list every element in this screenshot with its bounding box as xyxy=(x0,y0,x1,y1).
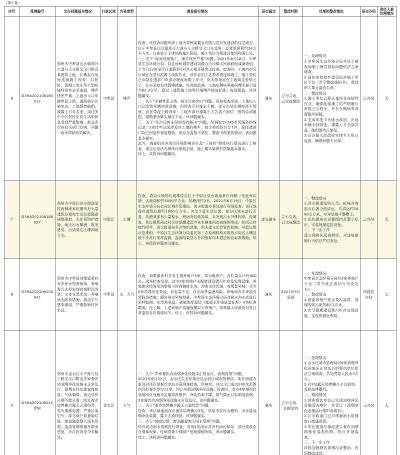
cell-issue-description xyxy=(55,17,100,181)
header-handling: 处理和整改情况 xyxy=(302,6,360,17)
issue-description-text: 郑州市中牟县刘集镇某村有多家小型养殖场，养殖粪污未经处理直排附近沟渠，水体发黑发臭；养殖场无除臭措施，周边空气恶臭难闻，严重影响村民生活。 xyxy=(57,276,99,313)
pollution-type-text: 噪声 xyxy=(123,96,131,101)
cell-verified xyxy=(258,181,279,259)
cell-handling xyxy=(302,181,360,259)
cell-handling xyxy=(302,331,360,455)
table-row xyxy=(4,181,396,259)
header-sequence-number: 序号 xyxy=(4,6,19,17)
header-accountability: 责任人被处理情况 xyxy=(377,6,396,17)
cell-accountability xyxy=(377,331,396,455)
closed-status-text: 已办结 xyxy=(363,96,375,101)
table-row xyxy=(4,259,396,331)
deadline-text: 立行立改，长期坚持 xyxy=(281,400,300,411)
investigation-text: 经查，该投诉问题所涉工地为郑州某置业有限公司开发建设的住宅项目，位于中牟县白沙镇郑开大道与人文路交叉口东北角，总建筑面积约24万平方米，目前处于主体结构施工阶段，施工单位为某建设集团有限公司。 一、关于“夜间违规施工，噪声扰民严重”问题。2021年6月18日，中牟县生态环境分局、县住房和城乡建设局联合白沙镇人民政府组成调查组，于当日22时至次日凌晨2时对该工地开展突击检查。检查时，工地内部分区域正在进行混凝土浇筑作业，该作业因工艺要求需连续施工，施工单位已向县住建部门申请办理夜间施工许可，但未按规定在工地周边张贴公示，且未采取有效降噪措施。经现场监测，工地东侧场界夜间噪声最大值为62.3分贝，超过《建筑施工场界环境噪声排放标准》夜间限值。该问题属实。 二、关于“车辆带泥上路，扬尘污染突出”问题。现场检查发现，工地出入口已安装车辆冲洗设施，但冲洗平台排水不畅，部分出场车辆冲洗不彻底，存在带泥上路现象；工地内部分裸露土方苫盖不到位，围挡局部破损，道路洒水降尘频次不足。该问题属实。 三、关于“多次反映未得到有效解决”问题。经调取12345市民服务热线记录，2021年以来涉及该工地的噪声、扬尘类投诉共计7件，县住建部门均已回复并督促整改，但存在监管不到位、整改不彻底的情况。该问题基本属实。 此外，调查组对该项目环境影响评价及“三同时”制度执行情况进行了核查，项目已依法办理环评审批手续，施工期环境保护措施基本落实。 综上，该投诉问题属实。 xyxy=(138,40,257,157)
cell-issue-description xyxy=(55,331,100,455)
table-row xyxy=(4,331,396,455)
complaint-table xyxy=(4,6,397,455)
cell-deadline xyxy=(279,181,302,259)
cell-accountability xyxy=(377,181,396,259)
cell-closed-status xyxy=(360,259,377,331)
issue-description-text: 郑州市金水区丰产路与经三路交叉口附近多家餐饮店油烟净化设施未正常运行，油烟未经处理直接排放，气味刺鼻，周边居民长期不敢开窗；附近夜市烧烤摊点露天占道经营，炭火烟雾弥漫，严重污染空气；部分商户将餐厨垃圾、废油随意倒入雨水管网，造成管网堵塞并散发恶臭，多次投诉至今未解决。 xyxy=(57,371,99,440)
cell-pollution-type xyxy=(117,181,136,259)
cell-investigation xyxy=(136,181,258,259)
closed-status-text: 已办结 xyxy=(363,217,375,222)
cell-case-id xyxy=(19,259,55,331)
issue-description-text: 郑州市中原区须水街道某村西侧废弃坑塘内有大量建筑垃圾和生活垃圾随意倾倒堆放，无任何防护措施，雨天污水横流，散发恶臭，污染周边土壤和地下水。 xyxy=(57,201,99,238)
investigation-text: 经查，群众反映的垃圾堆放点位于中原区须水街道某村西侧一处废弃坑塘，占地面积约3000平方米，坑塘深约3米。2021年6月19日，中原区生态环境分局会同区城市管理局、须水街道办事处进行现场检查，该区域堆存建筑垃圾约1500立方米，夹杂少量生活垃圾，部分区域未进行苫盖，坑塘底部有少量积水，现场有轻微异味，未发现污水外排现象。经调查，该垃圾系周边村民房屋翻建及外来车辆夜间违规倾倒形成，时间已持续约两年，须水街道虽多次组织清理，但未建立长效管控机制，导致垃圾反复堆积。中原区生态环境分局委托第三方检测机构对堆放点周边土壤及地下水进行采样监测，监测结果显示各项指标均未超过相应标准限值。综上，该投诉问题部分属实。 xyxy=(138,193,257,246)
investigation-text: 经查，刘集镇该村共有生猪养殖户5家，均为散养户，存栏量合计约600头。现场检查发现，其中3家养殖户未配套建设粪污贮存及处理设施，养殖废水经简易沟渠排入村西侧排水沟，沟渠水体浑浊、有明显异味；另外2家虽建有化粪池，但容量不足，存在雨季溢流风险。养殖场内未采取有效除臭措施，圈舍周边异味较重。中牟县生态环境分局对排水沟水质进行采样监测，化学需氧量、氨氮浓度超过《地表水环境质量标准》Ⅴ类标准限值。经了解，上述养殖户均属规模以下养殖户，刘集镇人民政府对其日常监管存在薄弱环节。综上，该投诉问题属实。 xyxy=(138,273,257,316)
issue-description-text: 郑州市中牟县白沙镇郑开大道与人文路交叉口附近某建筑工地，长期存在夜间违规施工现象，打桩机、混凝土泵车等大型机械经常作业至凌晨，噪声扰民严重；工地出入口车辆带泥上路，道路扬尘污染突出；工地围挡破损，裸露土方未苫盖，周边多个小区居民正常生活和休息受到严重影响，群众多次向有关部门反映，问题一直未得到有效解决。 xyxy=(57,61,99,136)
batch-label: （第十批） xyxy=(4,1,22,5)
region-text: 中原区 xyxy=(103,217,115,222)
cell-accountability xyxy=(377,17,396,181)
cell-verified xyxy=(258,331,279,455)
cell-region xyxy=(100,17,117,181)
header-region: 行政区域 xyxy=(100,6,117,17)
cell-sequence-number xyxy=(4,17,19,181)
cell-region xyxy=(100,331,117,455)
cell-pollution-type xyxy=(117,259,136,331)
header-closed-status: 是否办结 xyxy=(360,6,377,17)
cell-closed-status xyxy=(360,17,377,181)
pollution-type-text: 土壤 xyxy=(123,217,131,222)
case-id-text: D3HA202106180012 xyxy=(21,93,54,104)
cell-handling xyxy=(302,17,360,181)
accountability-text: 无 xyxy=(384,292,389,297)
header-issue-description: 交办问题基本情况 xyxy=(55,6,100,17)
handling-text: 一、处理情况 中牟县生态环境分局对3家养殖户下达《责令改正违法行为决定书》。 二、整改情况 1.督促养殖户停止粪污直排，清理沟渠污泥约80立方米。 2.责令限期建设粪污贮存处理设施，实现资源化利用。 xyxy=(304,270,359,318)
cell-pollution-type xyxy=(117,331,136,455)
pollution-type-text: 大气 xyxy=(123,403,131,408)
table-row xyxy=(4,17,396,181)
cell-closed-status xyxy=(360,331,377,455)
cell-investigation xyxy=(136,331,258,455)
verified-text: 部分属实 xyxy=(261,217,277,222)
sequence-number-text: 6 xyxy=(10,96,13,101)
verified-text: 属实 xyxy=(265,292,273,297)
accountability-text: 无 xyxy=(384,403,389,408)
closed-status-text: 阶段性办结 xyxy=(363,289,375,300)
sequence-number-text: 8 xyxy=(10,292,13,297)
cell-deadline xyxy=(279,259,302,331)
region-text: 中牟县 xyxy=(103,292,115,297)
investigation-text: 一、关于“多家餐饮店油烟净化设施未正常运行，油烟直排”问题。 2021年6月22日，金水区生态环境分局会同区城市管理局、所在街道办事处对该区域餐饮单位开展现场检查。经核实，该交叉口周边200米范围内共有餐饮单位21家，均已安装油烟净化设施。检查时，其中4家餐饮店油烟净化设施未定期清洗维护，净化效率下降，排气筒出口有明显油烟；2家餐饮店油烟净化设施未开启运行。该问题属实。 二、关于“夜市烧烤摊点露天占道经营”问题。 经查，该区域夜间存在流动烧烤摊点3处，采用木炭作为燃料，未安装油烟净化装置，露天占道经营。该问题属实。 三、关于“餐厨垃圾、废油随意倒入雨水管网”问题。 经对周边雨水管网进行排查，发现2处雨水井内有油污积存，部分管段存在堵塞现象，经调查系个别商户违规倾倒所致。该问题属实。 综上，该投诉问题属实。 xyxy=(138,371,257,440)
sequence-number-text: 9 xyxy=(10,403,13,408)
cell-sequence-number xyxy=(4,331,19,455)
region-text: 金水区 xyxy=(103,403,115,408)
handling-text: 一、处理情况 1.中牟县生态环境分局对该工地夜间施工噪声超标问题依法立案调查。 2.县住房和城乡建设局对施工单位下达《责令整改通知书》，将其纳入重点监管名单。 二、整改情况 1.施工单位已停止夜间非连续性作业，确需连续施工的严格履行审批公示程序，并在东侧场界设置隔声屏障。 2.完成冲洗平台排水改造，出场车辆全部冲洗，裸露土方全部苫盖，破损围挡已修复。 3.白沙镇人民政府安排专人每日巡查，确保问题不反弹。 xyxy=(304,53,359,143)
cell-case-id xyxy=(19,17,55,181)
header-investigation: 调查核实情况 xyxy=(136,6,258,17)
handling-text: 一、整改情况 1.须水街道组织人员、机械对堆放点垃圾全面清运，共清运约1600立方米，并对场地平整覆土。 2.在坑塘周边设置围挡及警示标识，安装视频监控设备。 二、下一步工作 建立网格化巡查制度，对违规倾倒行为依法严厉查处。 xyxy=(304,195,359,243)
verified-text: 属实 xyxy=(265,96,273,101)
cell-case-id xyxy=(19,331,55,455)
header-pollution-type: 污染类型 xyxy=(117,6,136,17)
cell-case-id xyxy=(19,181,55,259)
cell-issue-description xyxy=(55,181,100,259)
cell-verified xyxy=(258,259,279,331)
cell-sequence-number xyxy=(4,181,19,259)
header-case-id: 受理编号 xyxy=(19,6,55,17)
case-id-text: D3HA202106210058 xyxy=(21,400,54,411)
cell-accountability xyxy=(377,259,396,331)
case-id-text: D3HA202106200041 xyxy=(21,289,54,300)
cell-region xyxy=(100,259,117,331)
cell-sequence-number xyxy=(4,259,19,331)
deadline-text: 2021年9月底前 xyxy=(281,289,301,300)
region-text: 中牟县 xyxy=(103,96,115,101)
table-header-row xyxy=(4,6,396,17)
cell-deadline xyxy=(279,17,302,181)
verified-text: 属实 xyxy=(265,403,273,408)
sequence-number-text: 7 xyxy=(10,217,13,222)
cell-issue-description xyxy=(55,259,100,331)
header-verified: 是否属实 xyxy=(258,6,279,17)
cell-deadline xyxy=(279,331,302,455)
case-id-text: D3HA202106180027 xyxy=(21,214,54,225)
pollution-type-text: 水、大气 xyxy=(119,292,135,297)
cell-region xyxy=(100,181,117,259)
deadline-text: 立行立改，已完成整改 xyxy=(281,214,300,225)
cell-handling xyxy=(302,259,360,331)
cell-pollution-type xyxy=(117,17,136,181)
cell-investigation xyxy=(136,259,258,331)
closed-status-text: 已办结 xyxy=(363,403,375,408)
handling-text: 一、处理情况 1.金水区城市管理局对6家油烟净化设施未正常运行的餐饮单位依法立案调查，共处罚款人民币3万元。 2.对3处露天烧烤摊点予以取缔，没收烧烤器具。 二、整改情况 1.涉事餐饮单位已完成油烟净化设施清洗维护，并签订《油烟净化设施运行维护承诺书》。 2.区市政部门已对堵塞雨水管网进行疏通清淤。 3.所在街道办事处建立餐饮油烟网格化巡查机制，每日开展巡查。 三、下一步工作 持续加强餐饮油烟污染整治，巩固整改成效。 xyxy=(304,355,359,455)
deadline-text: 立行立改，已完成整改 xyxy=(281,93,300,104)
cell-closed-status xyxy=(360,181,377,259)
header-deadline: 整改时限 xyxy=(279,6,302,17)
accountability-text: 无 xyxy=(384,217,389,222)
cell-investigation xyxy=(136,17,258,181)
cell-verified xyxy=(258,17,279,181)
accountability-text: 无 xyxy=(384,96,389,101)
